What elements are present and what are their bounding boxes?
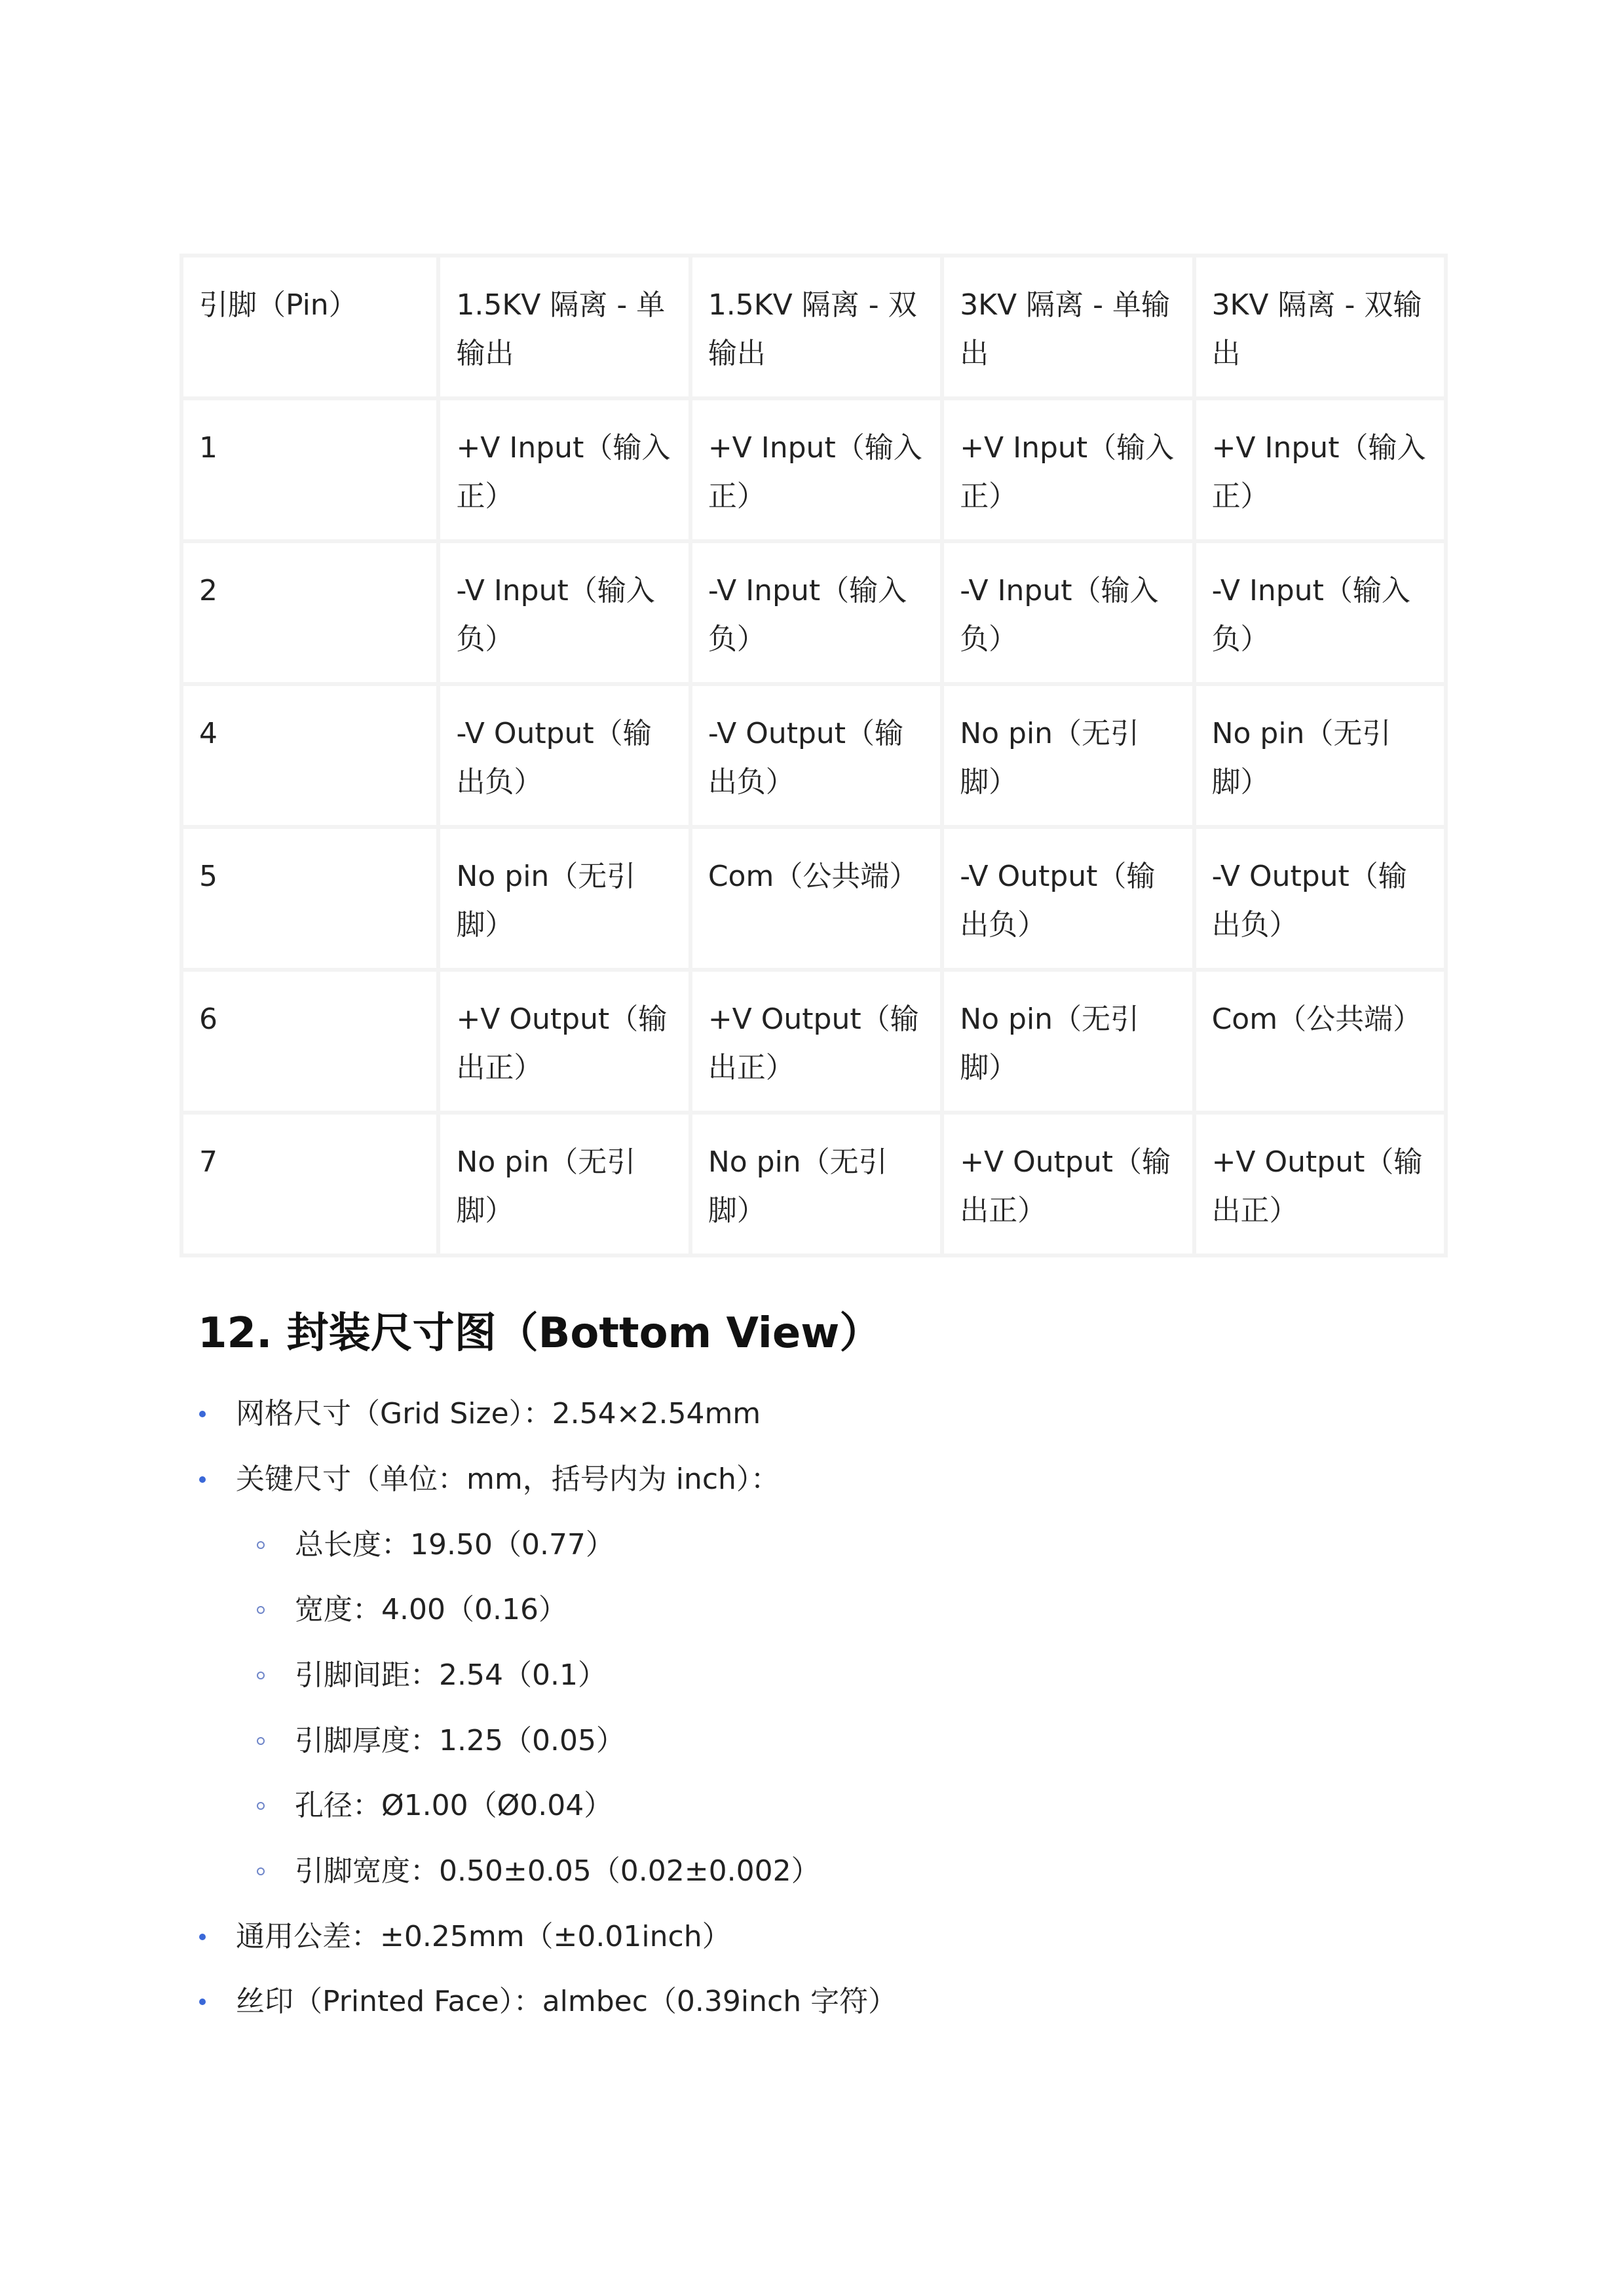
table-header-row [183, 258, 1444, 396]
bullet-circle-icon [257, 1606, 265, 1614]
table-cell: -V Output（输出负） [1196, 829, 1444, 968]
list-item-grid-size: 网格尺寸（Grid Size）：2.54×2.54mm [236, 1397, 761, 1430]
bullet-dot-icon [199, 1999, 206, 2005]
table-cell: No pin（无引脚） [944, 686, 1192, 825]
table-cell: +V Input（输入正） [440, 400, 688, 539]
table-cell: +V Output（输出正） [944, 1115, 1192, 1253]
table-cell: Com（公共端） [1196, 972, 1444, 1111]
bullet-dot-icon [199, 1411, 206, 1417]
table-cell: +V Input（输入正） [692, 400, 940, 539]
pin-number-cell: 2 [183, 543, 436, 682]
table-cell: -V Input（输入负） [944, 543, 1192, 682]
list-item-tolerance: 通用公差：±0.25mm（±0.01inch） [236, 1920, 731, 1953]
list-subitem-pin-pitch: 引脚间距：2.54（0.1） [295, 1658, 607, 1692]
table-cell: No pin（无引脚） [692, 1115, 940, 1253]
list-subitem-hole-diameter: 孔径：Ø1.00（Ø0.04） [295, 1789, 613, 1822]
list-item-key-dimensions: 关键尺寸（单位：mm，括号内为 inch）： [236, 1463, 780, 1496]
bullet-circle-icon [257, 1737, 265, 1745]
table-cell: +V Output（输出正） [1196, 1115, 1444, 1253]
table-cell: -V Output（输出负） [440, 686, 688, 825]
table-cell: +V Input（输入正） [1196, 400, 1444, 539]
list-subitem-pin-thickness: 引脚厚度：1.25（0.05） [295, 1724, 625, 1757]
bullet-dot-icon [199, 1476, 206, 1483]
pin-definition-table [179, 254, 1448, 1257]
table-cell: +V Output（输出正） [692, 972, 940, 1111]
bullet-circle-icon [257, 1541, 265, 1549]
table-cell: +V Input（输入正） [944, 400, 1192, 539]
header-cell-3kv-dual: 3KV 隔离 - 双输出 [1196, 258, 1444, 396]
list-subitem-total-length: 总长度：19.50（0.77） [295, 1528, 614, 1561]
table-cell: -V Output（输出负） [944, 829, 1192, 968]
pin-number-cell: 7 [183, 1115, 436, 1253]
bullet-circle-icon [257, 1672, 265, 1679]
bullet-dot-icon [199, 1934, 206, 1940]
table-cell: No pin（无引脚） [440, 1115, 688, 1253]
bullet-circle-icon [257, 1802, 265, 1810]
table-row [183, 686, 1444, 825]
table-cell: -V Input（输入负） [692, 543, 940, 682]
table-cell: -V Input（输入负） [1196, 543, 1444, 682]
header-cell-pin: 引脚（Pin） [183, 258, 436, 396]
table-row [183, 972, 1444, 1111]
pin-number-cell: 1 [183, 400, 436, 539]
table-cell: -V Input（输入负） [440, 543, 688, 682]
table-row [183, 543, 1444, 682]
list-subitem-pin-width: 引脚宽度：0.50±0.05（0.02±0.002） [295, 1854, 820, 1888]
table-cell: +V Output（输出正） [440, 972, 688, 1111]
table-cell: -V Output（输出负） [692, 686, 940, 825]
header-cell-1-5kv-dual: 1.5KV 隔离 - 双输出 [692, 258, 940, 396]
bullet-circle-icon [257, 1867, 265, 1875]
list-item-printed-face: 丝印（Printed Face）：almbec（0.39inch 字符） [236, 1985, 897, 2018]
table-row [183, 400, 1444, 539]
table-cell: No pin（无引脚） [944, 972, 1192, 1111]
header-cell-3kv-single: 3KV 隔离 - 单输出 [944, 258, 1192, 396]
table-cell: No pin（无引脚） [440, 829, 688, 968]
list-subitem-width: 宽度：4.00（0.16） [295, 1593, 567, 1626]
table-row [183, 829, 1444, 968]
section-title: 12. 封装尺寸图（Bottom View） [198, 1309, 882, 1358]
table-cell: No pin（无引脚） [1196, 686, 1444, 825]
table-cell: Com（公共端） [692, 829, 940, 968]
pin-number-cell: 4 [183, 686, 436, 825]
header-cell-1-5kv-single: 1.5KV 隔离 - 单输出 [440, 258, 688, 396]
pin-number-cell: 5 [183, 829, 436, 968]
pin-number-cell: 6 [183, 972, 436, 1111]
table-row [183, 1115, 1444, 1253]
